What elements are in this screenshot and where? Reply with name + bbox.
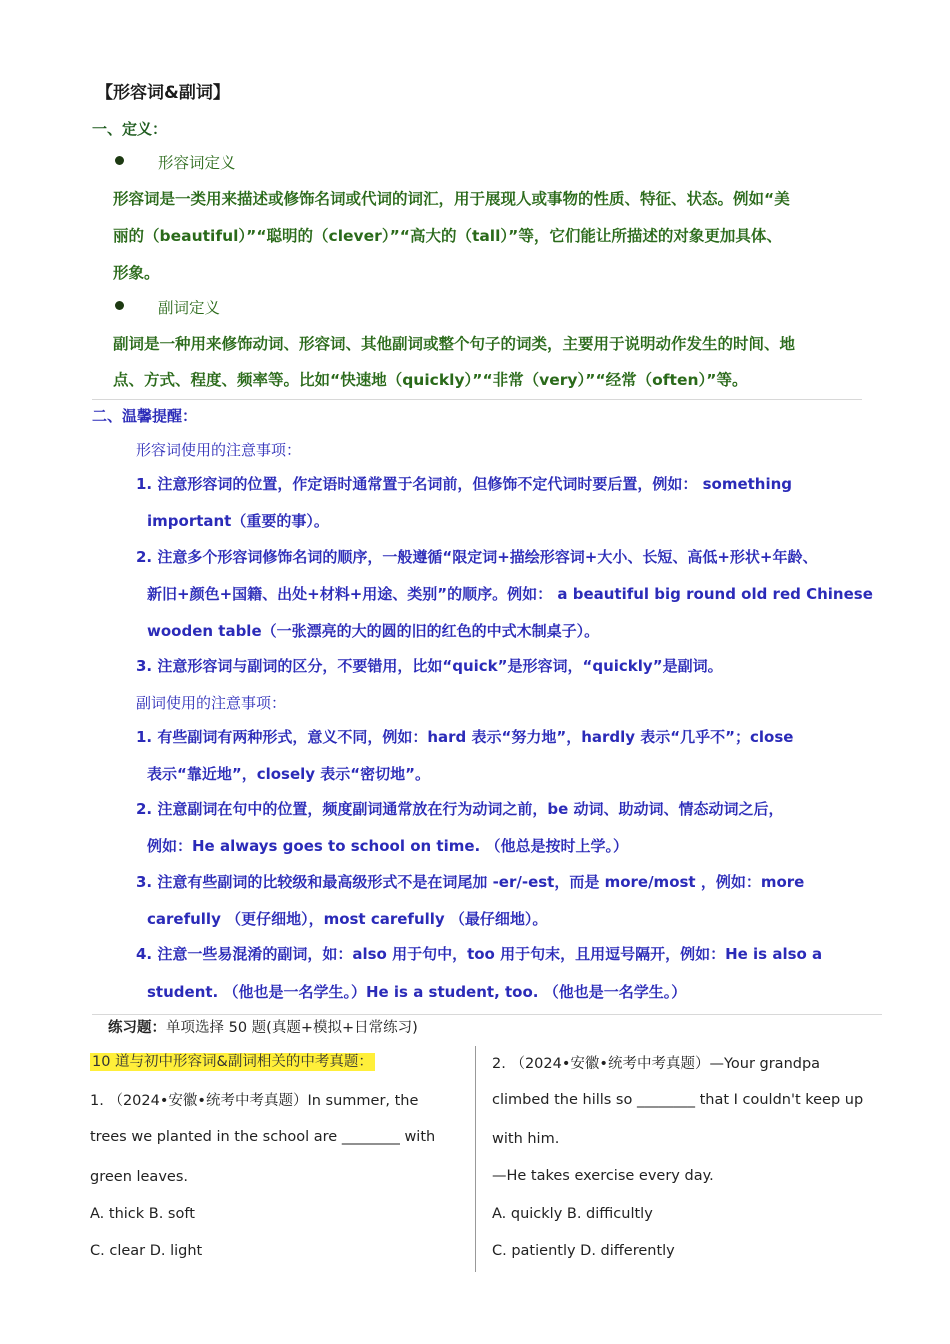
page-title: 【形容词&副词】	[96, 83, 230, 103]
adv-note-line: 例如：He always goes to school on time. （他总是按时上学。）	[147, 837, 628, 855]
practice-description: 单项选择 50 题(真题+模拟+日常练习)	[166, 1020, 418, 1036]
adv-definition-line: 副词是一种用来修饰动词、形容词、其他副词或整个句子的词类，主要用于说明动作发生的时间、地	[113, 335, 796, 353]
practice-header	[108, 1016, 418, 1037]
adj-definition-title: 形容词定义	[158, 154, 236, 172]
question-options: A. quickly B. difficultly	[492, 1206, 653, 1222]
adv-note-line: student. （他也是一名学生。）He is a student, too. （他也是一名学生。）	[147, 983, 687, 1001]
adj-note-line: important（重要的事）。	[147, 512, 329, 530]
highlighted-heading: 10 道与初中形容词&副词相关的中考真题：	[92, 1054, 373, 1070]
bullet-dot	[115, 301, 124, 310]
question-line: 1. （2024•安徽•统考中考真题）In summer, the	[90, 1093, 419, 1109]
bullet-dot	[115, 156, 124, 165]
adv-notes-subheading: 副词使用的注意事项：	[136, 694, 287, 712]
adj-definition-line: 形象。	[113, 264, 160, 282]
section1-heading: 一、定义：	[92, 120, 168, 138]
adj-definition-line: 丽的（beautiful）”“聪明的（clever）”“高大的（tall）”等，它们能让所描述的对象更加具体、	[113, 227, 782, 245]
divider	[92, 399, 862, 400]
question-line: trees we planted in the school are ________ with	[90, 1129, 436, 1145]
divider	[92, 1014, 882, 1015]
left-column-heading	[90, 1050, 375, 1071]
adv-note-line: 表示“靠近地”，closely 表示“密切地”。	[147, 765, 431, 783]
adj-definition-line: 形容词是一类用来描述或修饰名词或代词的词汇，用于展现人或事物的性质、特征、状态。例如“美	[113, 190, 790, 208]
question-line: 2. （2024•安徽•统考中考真题）—Your grandpa	[492, 1056, 821, 1072]
question-line: climbed the hills so ________ that I couldn't keep up	[492, 1092, 864, 1108]
adj-notes-subheading: 形容词使用的注意事项：	[136, 441, 302, 459]
adj-note-line: 新旧+颜色+国籍、出处+材料+用途、类别”的顺序。例如： a beautiful big round old red Chinese	[147, 585, 873, 603]
question-options: A. thick B. soft	[90, 1206, 195, 1222]
adv-note-line: carefully （更仔细地），most carefully （最仔细地）。	[147, 910, 548, 928]
section2-heading: 二、温馨提醒：	[92, 407, 198, 425]
adj-note-line: 1. 注意形容词的位置，作定语时通常置于名词前，但修饰不定代词时要后置，例如： something	[136, 475, 793, 493]
question-line: —He takes exercise every day.	[492, 1168, 714, 1184]
adv-note-line: 2. 注意副词在句中的位置，频度副词通常放在行为动词之前，be 动词、助动词、情态动词之后，	[136, 800, 784, 818]
adv-definition-title: 副词定义	[158, 299, 221, 317]
adv-note-line: 1. 有些副词有两种形式，意义不同，例如：hard 表示“努力地”，hardly 表示“几乎不”；close	[136, 728, 794, 746]
adv-note-line: 3. 注意有些副词的比较级和最高级形式不是在词尾加 -er/-est，而是 more/most ，例如：more	[136, 873, 805, 891]
adv-definition-line: 点、方式、程度、频率等。比如“快速地（quickly）”“非常（very）”“经常（often）”等。	[113, 371, 748, 389]
adj-note-line: 2. 注意多个形容词修饰名词的顺序，一般遵循“限定词+描绘形容词+大小、长短、高低+形状+年龄、	[136, 548, 818, 566]
question-options: C. clear D. light	[90, 1243, 203, 1259]
question-line: with him.	[492, 1131, 560, 1147]
adj-note-line: 3. 注意形容词与副词的区分，不要错用，比如“quick”是形容词，“quickly”是副词。	[136, 657, 723, 675]
adj-note-line: wooden table（一张漂亮的大的圆的旧的红色的中式木制桌子）。	[147, 622, 600, 640]
question-options: C. patiently D. differently	[492, 1243, 675, 1259]
question-line: green leaves.	[90, 1169, 188, 1185]
column-divider	[475, 1046, 476, 1272]
practice-label: 练习题：	[108, 1020, 166, 1036]
adv-note-line: 4. 注意一些易混淆的副词，如：also 用于句中，too 用于句末，且用逗号隔开，例如：He is also a	[136, 945, 823, 963]
